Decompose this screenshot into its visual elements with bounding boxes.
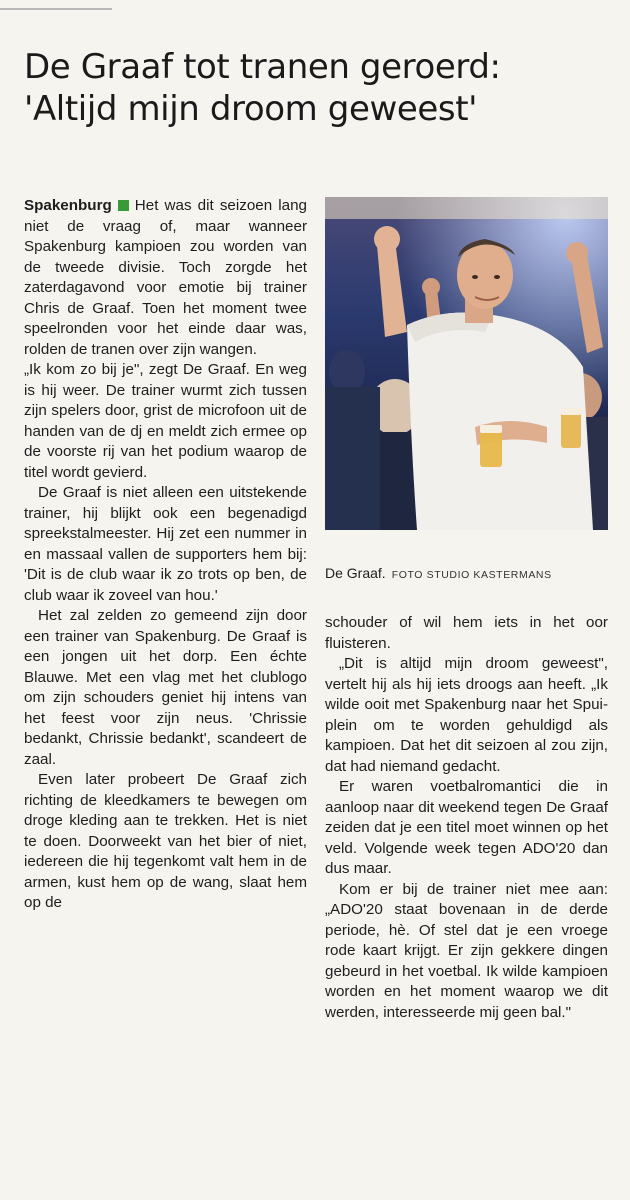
paragraph: De Graaf is niet alleen een uitstekende trainer, hij blijkt ook een begenadigd spreekstalmeester. Hij zet een nummer in en massaal vallen de supporters hem bij: 'Dit is de club waar ik zo trots op ben, de club waar ik zoveel van hou.' — [24, 484, 307, 604]
article-column-2 — [325, 613, 608, 1023]
green-square-icon — [118, 200, 129, 211]
paragraph: „Ik kom zo bij je", zegt De Graaf. En weg is hij weer. De trainer wurmt zich tussen zijn spelers door, grist de microfoon uit de handen van de dj en meldt zich ermee op de voorste rij van het podium waarop de titel wordt gevierd. — [24, 361, 307, 481]
article-column-1 — [24, 196, 307, 914]
paragraph: Even later probeert De Graaf zich richting de kleedkamers te bewegen om droge kleding aan te trekken. Het is niet te doen. Doorweekt van het bier of niet, iedereen die hij tegenkomt valt hem in de armen, kust hem op de wang, slaat hem op de — [24, 771, 307, 911]
paragraph: „Dit is altijd mijn droom geweest", vertelt hij als hij iets droogs aan heeft. „Ik wilde ooit met Spakenburg naar het Spuiplein om te worden gehuldigd als kampioen. Dat het dit seizoen al zou zijn, dat had niemand gedacht. — [325, 655, 608, 775]
headline — [24, 46, 614, 130]
paragraph-text: Het was dit seizoen lang niet de vraag of, maar wanneer Spakenburg kampioen zou worden van de tweede divisie. Toch zorgde het zaterdagavond voor emotie bij trainer Chris de Graaf. Toen het moment twee speelronden voor het einde daar was, rolden de tranen over zijn wangen. — [24, 197, 307, 358]
top-rule — [0, 8, 112, 10]
photo-credit: FOTO STUDIO KASTERMANS — [391, 569, 552, 581]
headline-line-2: 'Altijd mijn droom geweest' — [24, 89, 478, 129]
paragraph: Er waren voetbalromantici die in aanloop naar dit weekend tegen De Graaf zeiden dat je een titel moet winnen op het veld. Volgende week tegen ADO'20 dan dus maar. — [325, 778, 608, 877]
headline-line-1: De Graaf tot tranen geroerd: — [24, 47, 501, 87]
paragraph: Het zal zelden zo gemeend zijn door een trainer van Spakenburg. De Graaf is een jongen uit het dorp. Een échte Blauwe. Met een vlag met het clublogo om zijn schouders geniet hij intens van het feest voor zijn neus. 'Chrissie bedankt, Chrissie bedankt', scandeert de zaal. — [24, 607, 307, 768]
dateline: Spakenburg — [24, 197, 112, 214]
article-photo — [325, 197, 608, 530]
paragraph — [24, 196, 307, 360]
paragraph: Kom er bij de trainer niet mee aan: „ADO'20 staat bovenaan in de derde periode, hè. Of stel dat je een vroege rode kaart krijgt. Er zijn gekkere dingen gebeurd in het voetbal. Ik wilde kampioen worden en het moment waarop we dit werden, interesseerde mij geen bal." — [325, 880, 608, 1021]
paragraph: schouder of wil hem iets in het oor fluisteren. — [325, 614, 608, 652]
caption-text: De Graaf. — [325, 565, 386, 581]
photo-caption — [325, 565, 615, 581]
